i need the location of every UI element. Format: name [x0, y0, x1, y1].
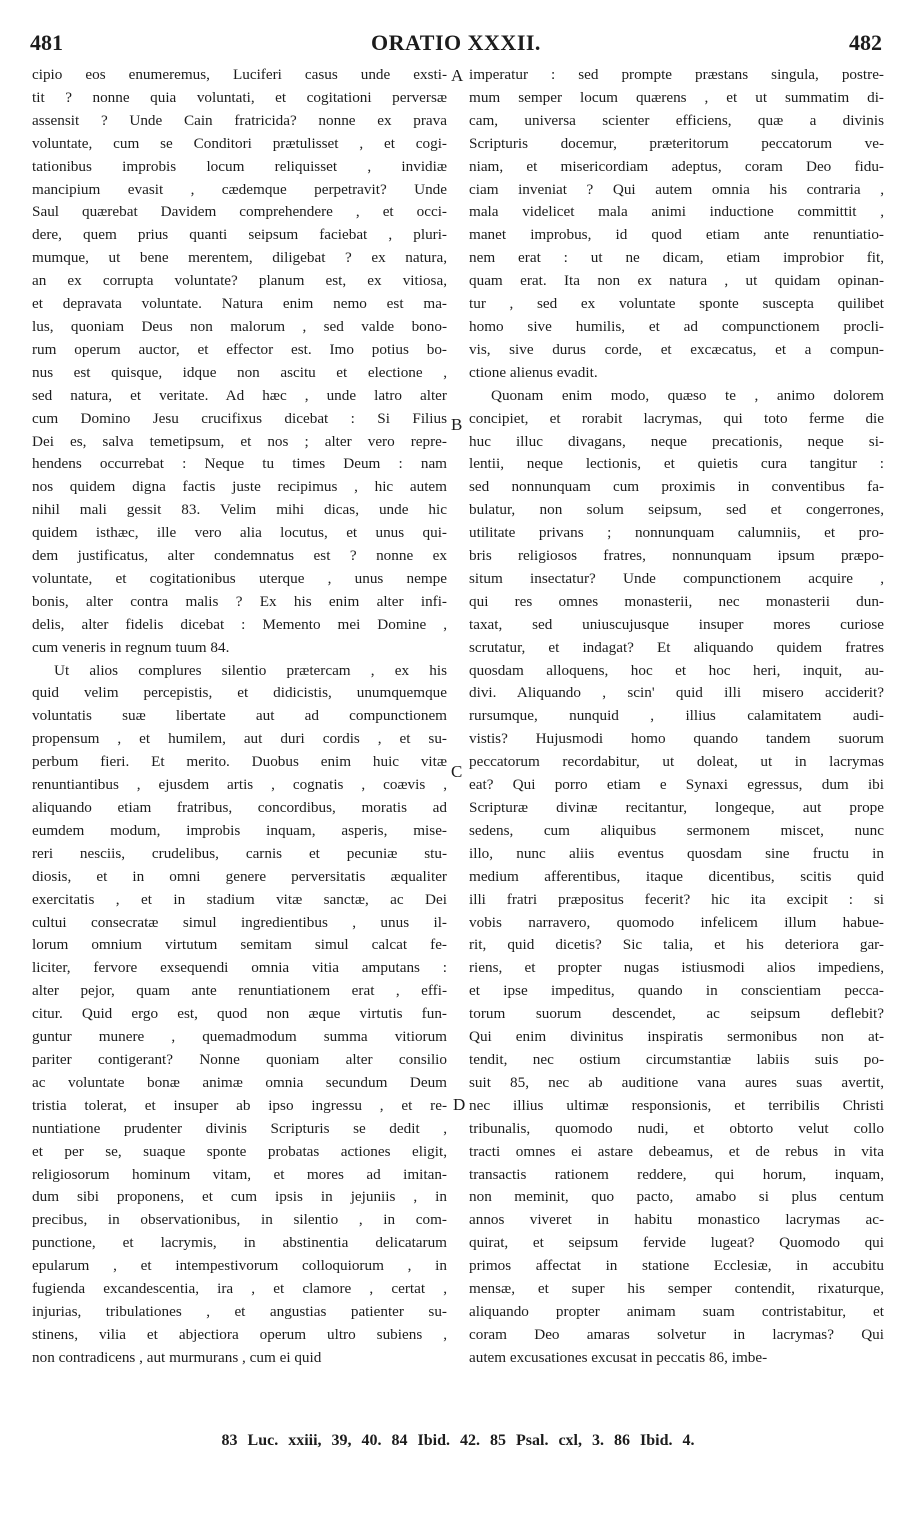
- text-line: divi. Aliquando , scin' quid illi misero acciderit?: [469, 684, 884, 702]
- text-line: nuntiatione prudenter divinis Scripturis se dedit ,: [32, 1119, 447, 1137]
- text-line: quirat, et seipsum fervide lugeat? Quomodo qui: [469, 1234, 884, 1252]
- text-line: quidem isthæc, ille vero alia locutus, et unus qui-: [32, 524, 447, 542]
- page-number-right: 482: [849, 30, 882, 55]
- text-line: lentii, neque lectionis, et quietis cura tangitur :: [469, 455, 884, 473]
- text-line: pariter contigerant? Nonne quoniam alter consilio: [32, 1050, 447, 1068]
- text-line: bonis, alter contra malis ? Ex his enim alter infi-: [32, 592, 447, 610]
- page-title: ORATIO XXXII.: [371, 30, 541, 55]
- text-line: injurias, tribulationes , et angustias patienter su-: [32, 1302, 447, 1320]
- text-line: ac voluntate bonæ animæ omnia secundum Deum: [32, 1073, 447, 1091]
- text-line: voluntate, cum se Conditori prætulisset , et cogi-: [32, 134, 447, 152]
- text-line: eat? Qui porro etiam e Synaxi egressus, dum ibi: [469, 776, 884, 794]
- text-line: tribunalis, quomodo nudi, et obtorto velut collo: [469, 1119, 884, 1137]
- text-line: tristia tolerat, et insuper ab ipso ingressu , et re-: [32, 1096, 447, 1114]
- right-column: [469, 64, 884, 1370]
- text-line: tationibus improbis locum reliquisset , invidiæ: [32, 157, 447, 175]
- text-line: cultui consecratæ simul ingredientibus , unus il-: [32, 913, 447, 931]
- text-line: nihil mali gessit 83. Velim mihi dicas, unde hic: [32, 501, 447, 519]
- text-line: vobis narravero, quomodo infelicem illum habue-: [469, 913, 884, 931]
- text-line: nec illius ultimæ responsionis, et terribilis Christi: [469, 1096, 884, 1114]
- text-line: perbum fieri. Et merito. Duobus enim huic vitæ: [32, 753, 447, 771]
- text-line: peccatorum recordabitur, ut doleat, ut in lacrymas: [469, 753, 884, 771]
- text-line: ciam inveniat ? Qui autem omnia his contraria ,: [469, 180, 884, 198]
- text-line: tit ? nonne quia voluntati, et cogitationi perversæ: [32, 88, 447, 106]
- text-line: Ut alios complures silentio prætercam , ex his: [54, 661, 447, 679]
- text-line: guntur munere , quemadmodum summa vitiorum: [32, 1028, 447, 1046]
- text-line: Scripturis docemur, præteritorum peccatorum ve-: [469, 134, 884, 152]
- text-line: assensit ? Unde Cain fratricida? nonne ex prava: [32, 111, 447, 129]
- text-line: primos affectat in statione Ecclesiæ, in accubitu: [469, 1257, 884, 1275]
- text-line: riens, et propter nugas istiusmodi alios impediens,: [469, 959, 884, 977]
- margin-marker-c: C: [451, 762, 463, 781]
- text-line: utilitate privans ; nonnunquam calumniis, et pro-: [469, 524, 884, 542]
- left-column: [32, 64, 447, 1370]
- text-line: citur. Quid ergo est, quod non æque virtutis fun-: [32, 1005, 447, 1023]
- text-line: coram Deo amaras solvetur in lacrymas? Qui: [469, 1325, 884, 1343]
- text-line: autem excusationes excusat in peccatis 86, imbe-: [469, 1348, 768, 1366]
- text-line: homo sive humilis, et ad compunctionem procli-: [469, 317, 884, 335]
- text-line: diosis, et in omni genere perversitatis æqualiter: [32, 867, 447, 885]
- text-line: suit 85, nec ab auditione vana aures suas avertit,: [469, 1073, 884, 1091]
- text-line: qui res omnes monasterii, nec monasterii dun-: [469, 592, 884, 610]
- text-line: nem erat : ut ne dicam, etiam improbior fit,: [469, 249, 884, 267]
- text-line: cum veneris in regnum tuum 84.: [32, 638, 230, 656]
- text-line: Scripturæ divinæ recitantur, longeque, aut prope: [469, 799, 884, 816]
- page-number-left: 481: [30, 30, 63, 55]
- text-line: manet improbus, id quod etiam ante renuntiatio-: [469, 226, 884, 244]
- text-line: an ex corrupta voluntate? planum est, ex vitiosa,: [32, 272, 447, 290]
- text-line: illo, nunc aliis eventus quosdam sine fructu in: [469, 844, 884, 862]
- text-line: quid velim percepistis, et didicistis, unumquemque: [32, 684, 447, 702]
- footnotes: 83 Luc. xxiii, 39, 40. 84 Ibid. 42. 85 Psal. cxl, 3. 86 Ibid. 4.: [221, 1432, 695, 1449]
- text-line: lus, quoniam Deus non malorum , sed valde bono-: [32, 317, 447, 335]
- text-line: taxat, sed uniuscujusque insuper mores curiose: [469, 615, 884, 633]
- text-line: vis, sive durus corde, et excæcatus, et a compun-: [469, 340, 884, 358]
- text-line: bris religiosos fratres, nonnunquam ipsum præpo-: [469, 547, 884, 565]
- text-line: hendens occurrebat : Neque tu times Deum : nam: [32, 455, 447, 473]
- text-line: Saul quærebat Davidem comprehendere , et occi-: [32, 203, 447, 221]
- text-line: aliquando etiam fratribus, concordibus, moratis ad: [32, 799, 447, 816]
- text-line: Qui enim divinitus inspiratis sermonibus non at-: [469, 1028, 884, 1046]
- text-line: Dei es, salva temetipsum, et nos ; alter vero repre-: [32, 432, 447, 450]
- text-line: propensum , et humilem, aut duri cordis , et su-: [32, 730, 447, 748]
- text-line: et depravata voluntate. Natura enim nemo est ma-: [32, 295, 447, 313]
- text-line: quam erat. Ita non ex natura , ut quidam opinan-: [469, 272, 884, 290]
- text-line: concipiet, et rorabit lacrymas, qui toto ferme die: [469, 409, 884, 427]
- text-line: mum semper locum quærens , et ut summatim di-: [469, 88, 884, 106]
- text-line: bulatur, non solum seipsum, sed et congerrones,: [469, 501, 884, 519]
- text-line: aliquando propter animam suam contristabitur, et: [469, 1302, 884, 1320]
- text-line: sed natura, et veritate. Ad hæc , unde latro alter: [32, 386, 447, 404]
- margin-marker-a: A: [451, 66, 464, 85]
- text-line: annos viveret in habitu monastico lacrymas ac-: [469, 1211, 884, 1229]
- text-line: transactis rationem reddere, qui horum, inquam,: [469, 1165, 884, 1183]
- text-line: imperatur : sed prompte præstans singula, postre-: [469, 66, 884, 83]
- margin-marker-b: B: [451, 415, 463, 434]
- text-line: rum operum auctor, et effector est. Imo potius bo-: [32, 340, 447, 358]
- text-line: exercitatis , et in stadium vitæ sanctæ, ac Dei: [32, 890, 447, 908]
- text-line: fugienda excandescentia, ira , et clamore , certat ,: [32, 1280, 447, 1298]
- text-line: lorum omnium virtutum semitam simul calcat fe-: [32, 936, 447, 954]
- text-line: mensæ, et super his semper contendit, rixaturque,: [469, 1280, 884, 1298]
- text-line: dere, quem prius quanti seipsum faciebat , pluri-: [32, 226, 447, 244]
- text-line: nos quidem digna factis juste recipimus , hic autem: [32, 478, 447, 496]
- margin-marker-d: D: [453, 1095, 466, 1114]
- text-line: dem justificatus, alter condemnatus est ? nonne ex: [32, 547, 447, 565]
- text-line: punctione, et lacrymis, in abstinentia delicatarum: [32, 1234, 447, 1252]
- text-line: cum Domino Jesu crucifixus dicebat : Si Filius: [32, 409, 447, 427]
- text-line: torum suorum descendet, ac seipsum deflebit?: [469, 1005, 884, 1023]
- text-line: eumdem modum, improbis inquam, asperis, mise-: [32, 821, 447, 839]
- text-line: stinens, vilia et abjectiora operum ultro subiens ,: [32, 1325, 447, 1343]
- text-line: rursumque, nunquid , illius calamitatem audi-: [469, 707, 884, 725]
- text-line: liciter, fervore exsequendi omnia vitia amputans :: [32, 959, 447, 977]
- text-line: vistis? Hujusmodi homo quando tandem suorum: [469, 730, 884, 748]
- text-line: sed nonnunquam cum proximis in conventibus fa-: [469, 478, 884, 496]
- text-line: mancipium evasit , cædemque perpetravit? Unde: [32, 180, 447, 198]
- text-line: tracti omnes ei astare debeamus, et de rebus in vita: [469, 1142, 884, 1160]
- text-line: quosdam alloquens, hoc et hoc heri, inquit, au-: [469, 661, 884, 679]
- text-line: reri nesciis, crudelibus, carnis et pecuniæ stu-: [32, 844, 447, 862]
- text-line: mala videlicet mala animi inductione committit ,: [469, 203, 884, 221]
- text-line: alter pejor, quam ante renuntiationem erat , effi-: [32, 982, 447, 1000]
- text-line: tendit, nec ostium circumstantiæ labiis suis po-: [469, 1050, 884, 1068]
- text-line: non contradicens , aut murmurans , cum ei quid: [32, 1348, 322, 1366]
- text-line: delis, alter fidelis dicebat : Memento mei Domine ,: [32, 615, 447, 633]
- text-line: cipio eos enumeremus, Luciferi casus unde exsti-: [32, 66, 447, 83]
- text-line: sedens, cum aliquibus sermonem miscet, nunc: [469, 821, 884, 839]
- text-line: situm insectatur? Unde compunctionem acquire ,: [469, 569, 884, 587]
- text-line: et per se, suaque sponte probatas actiones eligit,: [32, 1142, 447, 1160]
- text-line: epularum , et intempestivorum colloquiorum , in: [32, 1257, 447, 1275]
- page-header: [30, 30, 882, 64]
- text-line: voluntate, et cogitationibus uterque , unus nempe: [32, 569, 447, 587]
- text-line: nus est quisque, idque non ascitu et electione ,: [32, 363, 447, 381]
- text-line: illi fratri præpositus fecerit? hic ita excipit : si: [469, 890, 884, 908]
- text-line: mumque, ut bene merentem, diligebat ? ex natura,: [32, 249, 447, 267]
- text-line: precibus, in observationibus, in silentio , in com-: [32, 1211, 447, 1229]
- text-line: voluntatis suæ libertate aut ad compunctionem: [32, 707, 447, 725]
- text-line: et ipse impeditus, quando in conscientiam pecca-: [469, 982, 884, 1000]
- text-line: non meminit, quo pacto, amabo si plus centum: [469, 1188, 884, 1206]
- text-line: huc illuc divagans, neque precationis, neque si-: [469, 432, 884, 450]
- text-line: Quonam enim modo, quæso te , animo dolorem: [491, 386, 884, 404]
- text-line: scrutatur, et indagat? Et aliquando quidem fratres: [469, 638, 884, 656]
- text-line: tur , sed ex voluntate sponte suscepta quilibet: [469, 295, 884, 313]
- text-line: religiosorum hominum vitam, et mores ad imitan-: [32, 1165, 447, 1183]
- text-line: niam, et misericordiam adeptus, coram Deo fidu-: [469, 157, 884, 175]
- text-line: ctione alienus evadit.: [469, 363, 598, 381]
- text-line: rit, quid dicetis? Sic talia, et his deteriora gar-: [469, 936, 884, 954]
- text-line: medium afferentibus, itaque dicentibus, scitis quid: [469, 867, 884, 885]
- text-line: dum sibi proponens, et cum ipsis in jejuniis , in: [32, 1188, 447, 1206]
- text-line: renuntiantibus , ejusdem artis , cognatis , coævis ,: [32, 776, 447, 794]
- text-line: cam, universa scienter efficiens, quæ a divinis: [469, 111, 884, 129]
